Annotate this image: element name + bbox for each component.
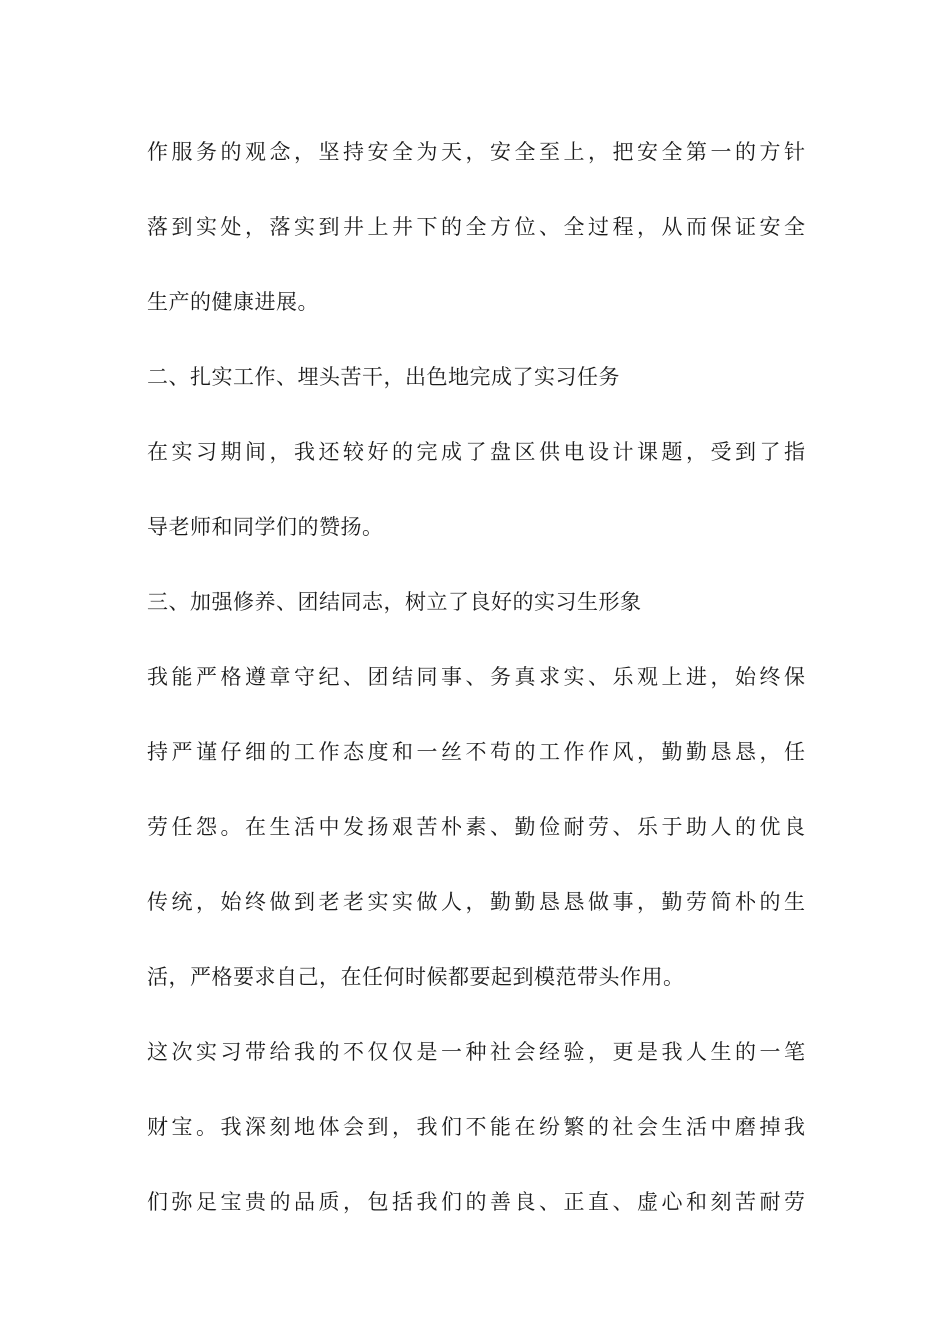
text-line: 财 宝 。 我 深 刻 地 体 会 到 ， 我 们 不 能 在 纷 繁 的 社 会 生 活 中 磨 掉 我	[147, 1115, 805, 1139]
text-line: 劳 任 怨 。 在 生 活 中 发 扬 艰 苦 朴 素 、 勤 俭 耐 劳 、 乐 于 助 人 的 优 良	[147, 815, 805, 839]
text-line: 落 到 实 处 ， 落 实 到 井 上 井 下 的 全 方 位 、 全 过 程 ， 从 而 保 证 安 全	[147, 215, 805, 239]
text-line: 活，严格要求自己，在任何时候都要起到模范带头作用。	[147, 965, 685, 989]
text-line: 导老师和同学们的赞扬。	[147, 515, 384, 539]
text-line: 作 服 务 的 观 念 ， 坚 持 安 全 为 天 ， 安 全 至 上 ， 把 安 全 第 一 的 方 针	[147, 140, 805, 164]
section-heading: 三、加强修养、团结同志，树立了良好的实习生形象	[147, 590, 642, 614]
text-line: 生产的健康进展。	[147, 290, 319, 314]
text-line: 们 弥 足 宝 贵 的 品 质 ， 包 括 我 们 的 善 良 、 正 直 、 虚 心 和 刻 苦 耐 劳	[147, 1190, 805, 1214]
text-line: 我 能 严 格 遵 章 守 纪 、 团 结 同 事 、 务 真 求 实 、 乐 观 上 进 ， 始 终 保	[147, 665, 805, 689]
text-line: 持 严 谨 仔 细 的 工 作 态 度 和 一 丝 不 苟 的 工 作 作 风 ， 勤 勤 恳 恳 ， 任	[147, 740, 805, 764]
section-heading: 二、扎实工作、埋头苦干，出色地完成了实习任务	[147, 365, 620, 389]
text-line: 传 统 ， 始 终 做 到 老 老 实 实 做 人 ， 勤 勤 恳 恳 做 事 ， 勤 劳 简 朴 的 生	[147, 890, 805, 914]
text-line: 这 次 实 习 带 给 我 的 不 仅 仅 是 一 种 社 会 经 验 ， 更 是 我 人 生 的 一 笔	[147, 1040, 805, 1064]
document-body	[147, 130, 805, 1255]
text-line: 在 实 习 期 间 ， 我 还 较 好 的 完 成 了 盘 区 供 电 设 计 课 题 ， 受 到 了 指	[147, 440, 805, 464]
